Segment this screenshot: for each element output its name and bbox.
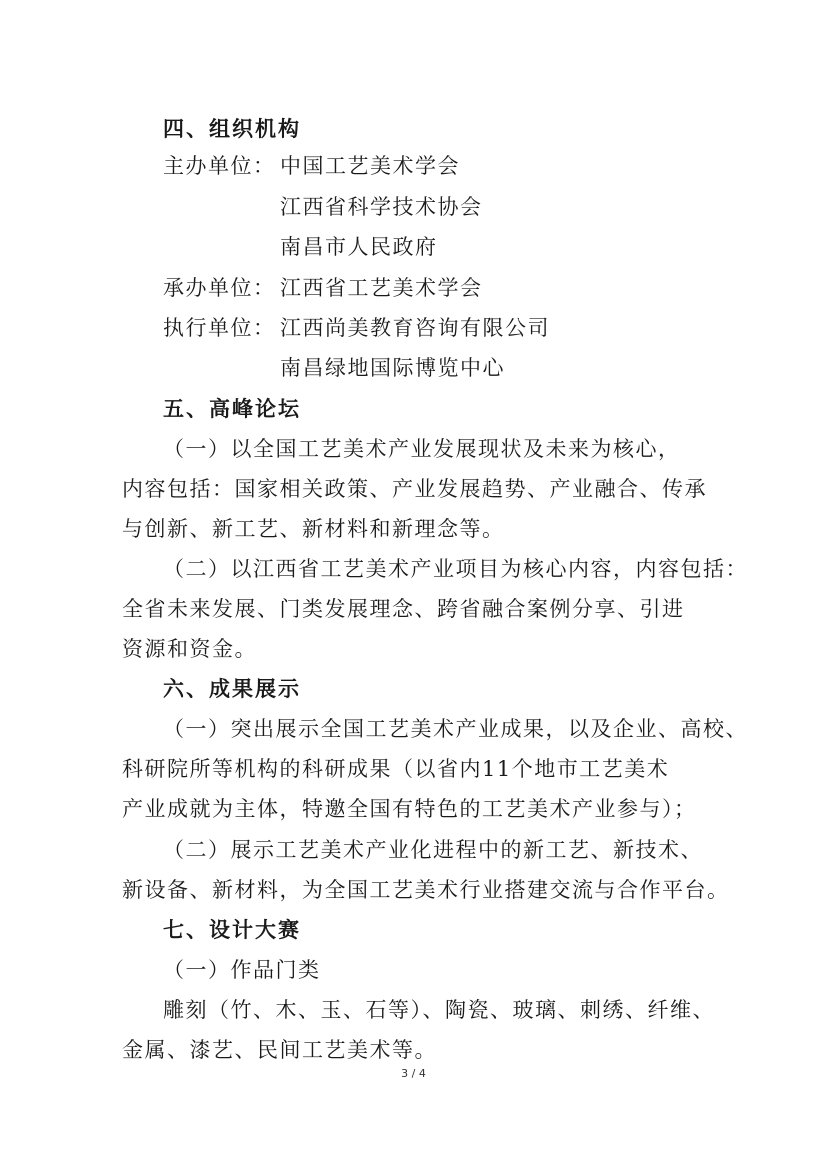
- paragraph-line: 与创新、新工艺、新材料和新理念等。: [122, 517, 505, 541]
- paragraph-line: 金属、漆艺、民间工艺美术等。: [122, 1038, 437, 1062]
- section-heading-design-contest: 七、设计大赛: [163, 918, 301, 942]
- executor-item: 南昌绿地国际博览中心: [280, 356, 505, 380]
- section-heading-achievements: 六、成果展示: [163, 677, 301, 701]
- paragraph-line: 全省未来发展、门类发展理念、跨省融合案例分享、引进: [122, 597, 685, 621]
- host-item: 中国工艺美术学会: [280, 154, 460, 178]
- paragraph-line: 科研院所等机构的科研成果（以省内11个地市工艺美术: [122, 757, 670, 781]
- host-item: 江西省科学技术协会: [280, 195, 483, 219]
- section-heading-forum: 五、高峰论坛: [163, 397, 301, 421]
- paragraph-line: （一）突出展示全国工艺美术产业成果，以及企业、高校、: [163, 717, 748, 741]
- paragraph-line: 雕刻（竹、木、玉、石等）、陶瓷、玻璃、刺绣、纤维、: [163, 998, 715, 1022]
- organizer-label: 承办单位：: [163, 276, 276, 300]
- paragraph-line: 资源和资金。: [122, 637, 257, 661]
- paragraph-line: 产业成就为主体，特邀全国有特色的工艺美术产业参与）；: [122, 797, 697, 821]
- organizer-item: 江西省工艺美术学会: [280, 276, 483, 300]
- paragraph-line: （一）以全国工艺美术产业发展现状及未来为核心，: [163, 437, 681, 461]
- paragraph-line: （二）展示工艺美术产业化进程中的新工艺、新技术、: [163, 838, 703, 862]
- paragraph-line: （二）以江西省工艺美术产业项目为核心内容，内容包括：: [163, 557, 748, 581]
- executor-item: 江西尚美教育咨询有限公司: [280, 316, 550, 340]
- paragraph-line: 新设备、新材料，为全国工艺美术行业搭建交流与合作平台。: [122, 878, 730, 902]
- page-number: 3 / 4: [401, 1067, 426, 1080]
- host-item: 南昌市人民政府: [280, 235, 438, 259]
- executor-label: 执行单位：: [163, 316, 276, 340]
- host-label: 主办单位：: [163, 154, 276, 178]
- subheading-categories: （一）作品门类: [163, 958, 321, 982]
- paragraph-line: 内容包括：国家相关政策、产业发展趋势、产业融合、传承: [122, 477, 707, 501]
- section-heading-organization: 四、组织机构: [163, 117, 301, 141]
